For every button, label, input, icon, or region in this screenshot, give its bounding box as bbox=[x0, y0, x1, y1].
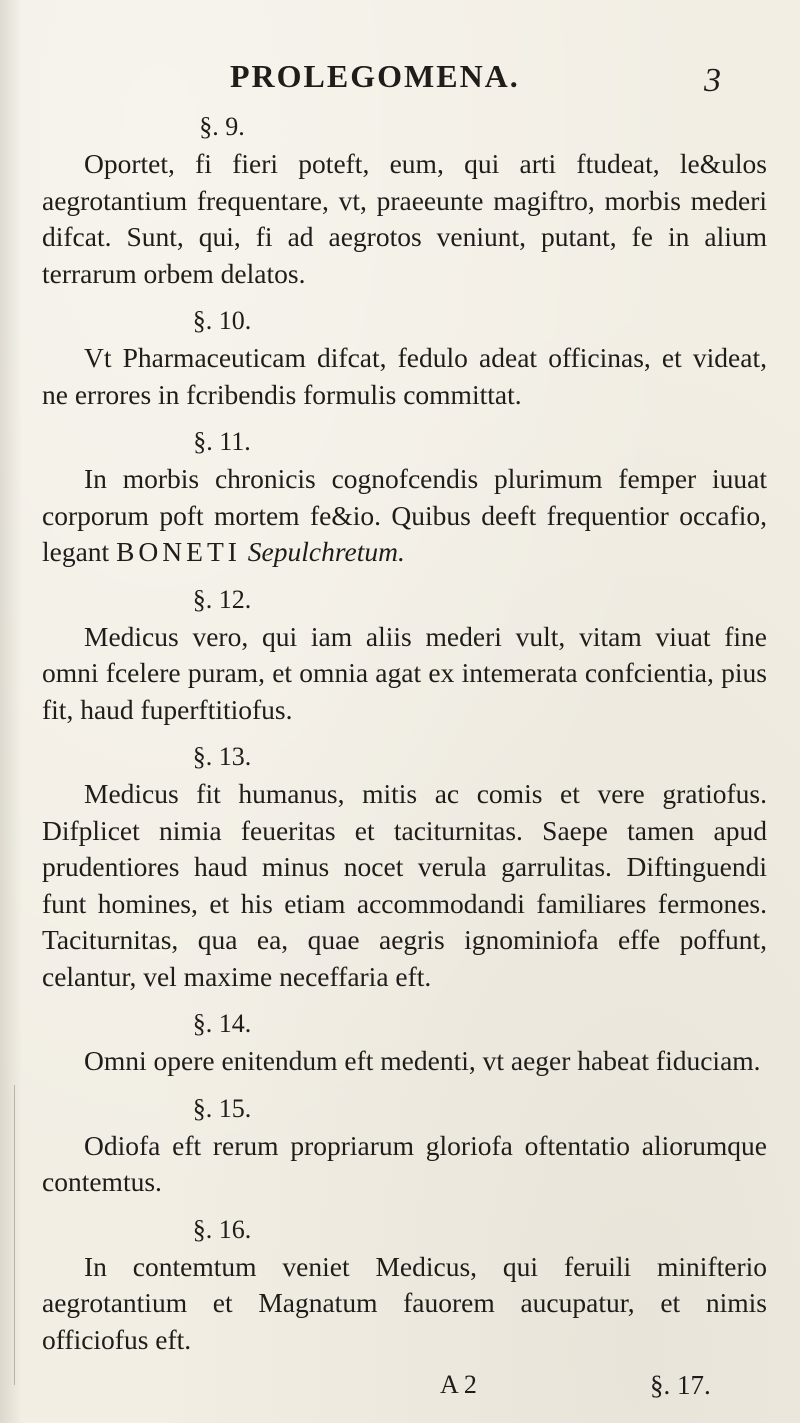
section-text: Medicus vero, qui iam aliis mederi vult, vitam viuat fine omni fcelere puram, et omnia agat ex intemerata confcientia, pius fit, haud fuperftitiofus. bbox=[42, 620, 767, 725]
running-title: PROLEGOMENA. bbox=[230, 58, 520, 94]
section-number: §. 16. bbox=[192, 1214, 252, 1244]
section-number: §. 9. bbox=[199, 112, 245, 141]
section-number: §. 10. bbox=[192, 306, 252, 335]
section-12 bbox=[42, 581, 767, 729]
page-edge-line bbox=[14, 1085, 15, 1385]
section-text: Odiofa eft rerum propriarum gloriofa oftentatio aliorumque contemtus. bbox=[42, 1129, 767, 1197]
section-number: §. 13. bbox=[192, 742, 252, 771]
catchword: §. 17. bbox=[650, 1370, 711, 1400]
text-body bbox=[42, 108, 767, 1368]
section-text: Omni opere enitendum eft medenti, vt aeger habeat fiduciam. bbox=[84, 1045, 761, 1076]
section-16 bbox=[42, 1211, 767, 1359]
section-text: Oportet, fi fieri poteft, eum, qui arti ftudeat, le&ulos aegrotantium frequentare, vt, praeeunte magiftro, morbis mederi difcat. Sunt, qui, fi ad aegrotos veniunt, putant, fe in alium terrarum orbem delatos. bbox=[42, 148, 767, 289]
page-edge-shadow bbox=[0, 0, 22, 1423]
section-14 bbox=[42, 1005, 767, 1080]
section-text bbox=[42, 461, 767, 571]
section-text: Vt Pharmaceuticam difcat, fedulo adeat officinas, et videat, ne errores in fcribendis formulis committat. bbox=[42, 342, 767, 410]
section-text-main: In morbis chronicis cognofcendis plurimum femper iuuat corporum poft mortem fe&io. Quibus deeft frequentior occafio, legant bbox=[42, 463, 767, 567]
author-name: BONETI bbox=[116, 536, 241, 567]
section-11 bbox=[42, 423, 767, 571]
section-number: §. 12. bbox=[192, 584, 252, 614]
section-number: §. 15. bbox=[192, 1093, 252, 1123]
work-title: Sepulchretum. bbox=[247, 536, 405, 567]
section-9 bbox=[42, 108, 767, 292]
section-number: §. 11. bbox=[193, 427, 251, 456]
section-15 bbox=[42, 1090, 767, 1201]
section-text: In contemtum veniet Medicus, qui feruili minifterio aegrotantium et Magnatum fauorem aucupatur, et nimis officiofus eft. bbox=[42, 1250, 767, 1355]
section-text: Medicus fit humanus, mitis ac comis et vere gratiofus. Difplicet nimia feueritas et taciturnitas. Saepe tamen apud prudentiores haud minus nocet verula garrulitas. Diftinguendi funt homines, et his etiam accommodandi familiares fermones. Taciturnitas, qua ea, quae aegris ignominiofa effe poffunt, celantur, vel maxime neceffaria eft. bbox=[42, 778, 767, 992]
section-number: §. 14. bbox=[192, 1009, 252, 1038]
page-number: 3 bbox=[704, 62, 721, 99]
section-10 bbox=[42, 302, 767, 413]
section-13 bbox=[42, 738, 767, 995]
signature-mark: A 2 bbox=[440, 1370, 477, 1399]
